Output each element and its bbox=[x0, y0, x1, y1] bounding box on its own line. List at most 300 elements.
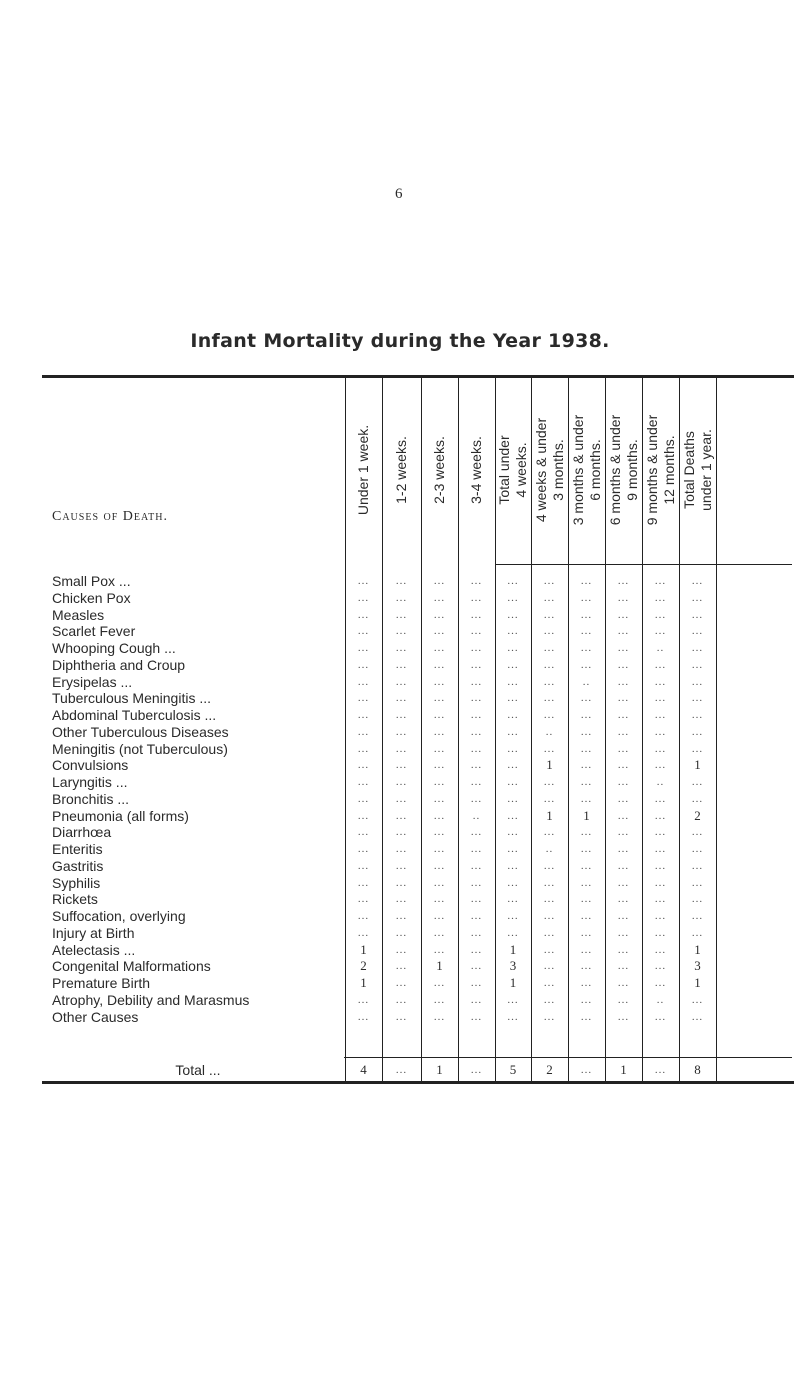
column-header-w4m3 bbox=[533, 385, 567, 555]
cell-t4w: 1 bbox=[509, 941, 517, 957]
cell-u1w: ... bbox=[357, 826, 370, 839]
cell-w12: ... bbox=[395, 843, 408, 855]
cell-w23: ... bbox=[433, 759, 446, 772]
column-header-line: 1-2 weeks. bbox=[393, 436, 409, 504]
cell-m6m9: ... bbox=[617, 843, 630, 855]
cell-t4w: 5 bbox=[509, 1062, 517, 1077]
cell-w12: ... bbox=[395, 993, 408, 1006]
table-row bbox=[52, 640, 792, 656]
column-header-line: 6 months & under bbox=[606, 414, 623, 526]
column-divider bbox=[345, 378, 346, 1081]
cell-tot: ... bbox=[691, 910, 704, 922]
column-header-line: 9 months. bbox=[623, 439, 640, 501]
cell-m6m9: ... bbox=[617, 759, 630, 772]
cell-w12: ... bbox=[395, 826, 408, 839]
table-row bbox=[52, 674, 792, 690]
column-header-m6m9 bbox=[607, 385, 641, 555]
cause-label: Meningitis (not Tuberculous) bbox=[52, 740, 228, 757]
cause-label: Injury at Birth bbox=[52, 924, 135, 941]
column-header-line: 9 months & under bbox=[643, 414, 660, 526]
cell-t4w: ... bbox=[507, 759, 519, 772]
cell-tot: ... bbox=[691, 575, 704, 587]
column-divider bbox=[495, 378, 496, 1081]
cause-label: Enteritis bbox=[52, 841, 103, 857]
cell-u1w: ... bbox=[357, 709, 370, 721]
cell-m9m12: ... bbox=[654, 826, 667, 839]
cell-m6m9: ... bbox=[617, 776, 630, 788]
cell-m9m12: ... bbox=[654, 575, 667, 587]
cell-u1w: ... bbox=[357, 843, 370, 855]
cell-w34: ... bbox=[470, 591, 483, 604]
cell-w23: ... bbox=[433, 993, 446, 1006]
cell-m3m6: ... bbox=[580, 759, 593, 772]
cell-w12: ... bbox=[395, 742, 408, 755]
column-header-line: 3 months. bbox=[549, 439, 566, 501]
cell-w34: ... bbox=[470, 742, 483, 755]
cell-tot: 1 bbox=[694, 941, 701, 957]
cell-w23: ... bbox=[433, 843, 446, 855]
cause-label: Abdominal Tuberculosis ... bbox=[52, 707, 217, 723]
cell-w4m3: ... bbox=[543, 893, 556, 906]
cell-m6m9: ... bbox=[617, 826, 630, 839]
cell-t4w: ... bbox=[507, 575, 519, 587]
cell-m9m12: ... bbox=[654, 1064, 667, 1076]
cell-m3m6: ... bbox=[580, 977, 593, 989]
cell-m3m6: ... bbox=[580, 859, 593, 872]
cell-w34: ... bbox=[470, 725, 483, 738]
cell-w12: ... bbox=[395, 658, 408, 671]
cell-w34: ... bbox=[470, 926, 483, 939]
table-row bbox=[52, 757, 792, 773]
cause-label: Erysipelas ... bbox=[52, 673, 133, 690]
cause-label: Pneumonia (all forms) bbox=[52, 807, 189, 824]
cell-u1w: ... bbox=[357, 792, 370, 805]
cell-t4w: ... bbox=[507, 993, 519, 1006]
cell-w12: ... bbox=[395, 893, 408, 906]
table-row bbox=[52, 590, 792, 606]
cell-w34: ... bbox=[470, 910, 483, 922]
cell-m6m9: ... bbox=[617, 859, 630, 872]
cause-label: Congenital Malformations bbox=[52, 958, 211, 975]
cell-w34: ... bbox=[470, 759, 483, 772]
cell-w4m3: ... bbox=[543, 910, 556, 922]
cause-label: Bronchitis ... bbox=[52, 790, 130, 807]
cell-t4w: ... bbox=[507, 1010, 519, 1023]
cell-w23: ... bbox=[433, 742, 446, 755]
cell-w4m3: ... bbox=[543, 1010, 556, 1023]
cell-t4w: ... bbox=[507, 742, 519, 755]
column-header-w34 bbox=[468, 385, 485, 555]
cell-m9m12: ... bbox=[654, 608, 667, 621]
table-row bbox=[52, 623, 792, 639]
cell-u1w: 4 bbox=[360, 1062, 367, 1077]
cell-u1w: ... bbox=[357, 692, 370, 705]
cell-w4m3: ... bbox=[543, 742, 556, 755]
column-header-tot bbox=[681, 385, 715, 555]
cell-m3m6: ... bbox=[580, 625, 593, 638]
column-divider bbox=[531, 378, 532, 1081]
table-row bbox=[52, 925, 792, 941]
cell-w23: 1 bbox=[436, 958, 443, 974]
column-header-t4w bbox=[496, 385, 530, 555]
column-header-m9m12 bbox=[644, 385, 678, 555]
cell-m9m12: ... bbox=[654, 859, 667, 872]
cell-m6m9: ... bbox=[617, 926, 630, 939]
cell-m3m6: ... bbox=[580, 876, 593, 889]
column-divider bbox=[679, 378, 680, 1081]
cell-u1w: 1 bbox=[360, 975, 367, 990]
cause-label: Convulsions bbox=[52, 757, 129, 774]
cell-m9m12: .. bbox=[656, 993, 665, 1006]
cell-m9m12: ... bbox=[654, 943, 667, 956]
column-header-line: under 1 year. bbox=[697, 429, 714, 511]
cell-w23: ... bbox=[433, 692, 446, 705]
cell-tot: ... bbox=[691, 826, 704, 839]
cell-t4w: ... bbox=[507, 709, 519, 721]
cell-tot: 8 bbox=[694, 1062, 701, 1077]
cell-u1w: 2 bbox=[360, 958, 367, 974]
cell-w34: ... bbox=[470, 709, 483, 721]
cell-w12: ... bbox=[395, 625, 408, 638]
cell-w12: ... bbox=[395, 876, 408, 889]
cause-label: Measles bbox=[52, 606, 105, 623]
cell-m3m6: ... bbox=[580, 608, 593, 621]
cell-w12: ... bbox=[395, 692, 408, 705]
table-row bbox=[52, 1009, 792, 1025]
cell-tot: ... bbox=[691, 776, 704, 788]
cell-w34: ... bbox=[470, 642, 483, 654]
column-header-line: 3 months & under bbox=[569, 414, 586, 526]
column-divider bbox=[458, 378, 459, 1081]
table-row bbox=[52, 741, 792, 757]
cell-m6m9: ... bbox=[617, 943, 630, 956]
cell-w23: 1 bbox=[436, 1062, 443, 1077]
cell-m6m9: ... bbox=[617, 608, 630, 621]
cell-tot: ... bbox=[691, 692, 704, 705]
cell-w23: ... bbox=[433, 826, 446, 839]
cell-w4m3: ... bbox=[543, 658, 556, 671]
cell-w12: ... bbox=[395, 709, 408, 721]
column-header-line: Total under bbox=[496, 435, 512, 505]
cell-w23: ... bbox=[433, 591, 446, 604]
cell-t4w: ... bbox=[507, 675, 519, 688]
cell-w12: ... bbox=[395, 608, 408, 621]
cell-m9m12: ... bbox=[654, 893, 667, 906]
cause-label: Other Tuberculous Diseases bbox=[52, 723, 229, 740]
cell-w23: ... bbox=[433, 943, 446, 956]
cell-m9m12: ... bbox=[654, 792, 667, 805]
total-row bbox=[52, 1062, 792, 1078]
cell-w4m3: ... bbox=[543, 642, 556, 654]
cell-tot: ... bbox=[691, 625, 704, 638]
cell-m6m9: ... bbox=[617, 658, 630, 671]
cell-m6m9: ... bbox=[617, 575, 630, 587]
cell-t4w: ... bbox=[507, 792, 519, 805]
column-header-line: 6 months. bbox=[586, 439, 603, 501]
cell-m3m6: 1 bbox=[583, 807, 590, 823]
cell-u1w: ... bbox=[357, 575, 370, 587]
cause-label: Premature Birth bbox=[52, 975, 151, 991]
cell-m6m9: ... bbox=[617, 876, 630, 889]
cell-m3m6: ... bbox=[580, 742, 593, 755]
cell-u1w: ... bbox=[357, 591, 370, 604]
column-header-line: Total Deaths bbox=[680, 431, 697, 509]
cause-label: Tuberculous Meningitis ... bbox=[52, 690, 211, 707]
page-title: Infant Mortality during the Year 1938. bbox=[190, 330, 610, 352]
column-header-line: 2-3 weeks. bbox=[431, 436, 447, 504]
cell-m9m12: ... bbox=[654, 876, 667, 889]
cell-m3m6: ... bbox=[580, 709, 593, 721]
cell-m6m9: 1 bbox=[620, 1062, 627, 1077]
cell-m3m6: ... bbox=[580, 575, 593, 587]
cell-w23: ... bbox=[433, 625, 446, 638]
cell-t4w: ... bbox=[507, 692, 519, 705]
cell-m6m9: ... bbox=[617, 742, 630, 755]
cell-m9m12: ... bbox=[654, 591, 667, 604]
cell-m9m12: ... bbox=[654, 926, 667, 939]
cell-t4w: ... bbox=[507, 658, 519, 671]
cell-m9m12: ... bbox=[654, 742, 667, 755]
table-row bbox=[52, 808, 792, 824]
cell-m9m12: ... bbox=[654, 809, 667, 822]
cell-w34: ... bbox=[470, 993, 483, 1006]
cell-w23: ... bbox=[433, 725, 446, 738]
cell-w4m3: ... bbox=[543, 960, 556, 973]
cell-w12: ... bbox=[395, 926, 408, 939]
cell-w34: ... bbox=[470, 608, 483, 621]
table-row bbox=[52, 841, 792, 857]
column-divider bbox=[605, 378, 606, 1081]
cell-w12: ... bbox=[395, 910, 408, 922]
cell-w12: ... bbox=[395, 859, 408, 872]
cell-tot: ... bbox=[691, 591, 704, 604]
table-row bbox=[52, 958, 792, 974]
cell-t4w: ... bbox=[507, 591, 519, 604]
cell-m9m12: ... bbox=[654, 910, 667, 922]
cell-w12: ... bbox=[395, 960, 408, 973]
column-header-w23 bbox=[431, 385, 448, 555]
cell-w4m3: 1 bbox=[546, 757, 553, 773]
cell-m3m6: ... bbox=[580, 826, 593, 839]
cell-u1w: ... bbox=[357, 910, 370, 922]
cell-m6m9: ... bbox=[617, 1010, 630, 1023]
cell-m6m9: ... bbox=[617, 692, 630, 705]
cell-w4m3: ... bbox=[543, 859, 556, 872]
cell-m6m9: ... bbox=[617, 591, 630, 604]
cell-tot: ... bbox=[691, 993, 704, 1006]
cell-tot: ... bbox=[691, 742, 704, 755]
cell-w4m3: ... bbox=[543, 776, 556, 788]
cell-m9m12: .. bbox=[656, 642, 665, 654]
column-header-line: 3-4 weeks. bbox=[468, 436, 484, 504]
cell-t4w: ... bbox=[507, 826, 519, 839]
cell-m3m6: ... bbox=[580, 943, 593, 956]
cell-w4m3: ... bbox=[543, 625, 556, 638]
cell-w23: ... bbox=[433, 658, 446, 671]
top-rule bbox=[42, 375, 794, 378]
cell-w34: ... bbox=[470, 943, 483, 956]
cell-w12: ... bbox=[395, 642, 408, 654]
cell-w34: ... bbox=[470, 1064, 483, 1076]
cell-w23: ... bbox=[433, 893, 446, 906]
cell-t4w: 3 bbox=[509, 958, 517, 974]
cell-w23: ... bbox=[433, 608, 446, 621]
cell-u1w: ... bbox=[357, 675, 370, 688]
cell-tot: ... bbox=[691, 843, 704, 855]
cell-u1w: ... bbox=[357, 859, 370, 872]
cell-tot: ... bbox=[691, 642, 704, 654]
cell-w12: ... bbox=[395, 792, 408, 805]
cause-label: Laryngitis ... bbox=[52, 774, 128, 790]
cell-w12: ... bbox=[395, 943, 408, 956]
cell-w12: ... bbox=[395, 809, 408, 822]
table-row bbox=[52, 875, 792, 891]
cell-w4m3: ... bbox=[543, 977, 556, 989]
cell-w23: ... bbox=[433, 776, 446, 788]
column-divider bbox=[642, 378, 643, 1081]
cell-u1w: ... bbox=[357, 625, 370, 638]
cell-u1w: ... bbox=[357, 608, 370, 621]
table-row bbox=[52, 707, 792, 723]
cell-w4m3: ... bbox=[543, 993, 556, 1006]
cell-t4w: ... bbox=[507, 809, 519, 822]
cell-w12: ... bbox=[395, 725, 408, 738]
cell-m3m6: ... bbox=[580, 993, 593, 1006]
cell-w4m3: ... bbox=[543, 608, 556, 621]
cell-w34: ... bbox=[470, 826, 483, 839]
cell-m9m12: ... bbox=[654, 692, 667, 705]
column-divider bbox=[716, 378, 717, 1081]
cell-w34: ... bbox=[470, 876, 483, 889]
cell-w4m3: ... bbox=[543, 709, 556, 721]
cell-w4m3: ... bbox=[543, 926, 556, 939]
cell-m6m9: ... bbox=[617, 809, 630, 822]
cell-m9m12: ... bbox=[654, 725, 667, 738]
cell-tot: 1 bbox=[694, 975, 701, 990]
cause-label: Gastritis bbox=[52, 857, 104, 874]
cell-w12: ... bbox=[395, 1064, 408, 1076]
cell-w23: ... bbox=[433, 575, 446, 587]
cell-w23: ... bbox=[433, 910, 446, 922]
cell-m6m9: ... bbox=[617, 675, 630, 688]
table-row bbox=[52, 975, 792, 991]
cell-tot: ... bbox=[691, 876, 704, 889]
cell-u1w: ... bbox=[357, 993, 370, 1006]
cell-w34: ... bbox=[470, 658, 483, 671]
column-header-m3m6 bbox=[570, 385, 604, 555]
cell-w4m3: ... bbox=[543, 692, 556, 705]
cell-u1w: ... bbox=[357, 926, 370, 939]
header-rule bbox=[496, 564, 792, 565]
cause-label: Diphtheria and Croup bbox=[52, 656, 186, 673]
cell-u1w: ... bbox=[357, 893, 370, 906]
cell-u1w: ... bbox=[357, 876, 370, 889]
cell-m9m12: ... bbox=[654, 1010, 667, 1023]
cell-m6m9: ... bbox=[617, 910, 630, 922]
cell-m6m9: ... bbox=[617, 993, 630, 1006]
cell-m6m9: ... bbox=[617, 893, 630, 906]
cell-m3m6: ... bbox=[580, 792, 593, 805]
cell-m6m9: ... bbox=[617, 725, 630, 738]
cell-tot: ... bbox=[691, 893, 704, 906]
cell-tot: 2 bbox=[694, 807, 701, 823]
cell-m3m6: ... bbox=[580, 725, 593, 738]
cell-w4m3: .. bbox=[545, 843, 554, 855]
column-header-w12 bbox=[393, 385, 410, 555]
cell-w34: ... bbox=[470, 859, 483, 872]
cell-tot: ... bbox=[691, 792, 704, 805]
cell-m6m9: ... bbox=[617, 960, 630, 973]
cell-t4w: 1 bbox=[509, 975, 517, 990]
cause-label: Diarrhœa bbox=[52, 824, 112, 841]
cell-tot: ... bbox=[691, 725, 704, 738]
cell-tot: ... bbox=[691, 1010, 704, 1023]
cell-m6m9: ... bbox=[617, 642, 630, 654]
cause-label: Chicken Pox bbox=[52, 589, 131, 606]
cell-m3m6: ... bbox=[580, 591, 593, 604]
page-number: 6 bbox=[395, 186, 403, 202]
cell-m3m6: ... bbox=[580, 893, 593, 906]
cell-m6m9: ... bbox=[617, 625, 630, 638]
table-row bbox=[52, 791, 792, 807]
cell-t4w: ... bbox=[507, 776, 519, 788]
cell-w12: ... bbox=[395, 759, 408, 772]
cell-m3m6: ... bbox=[580, 658, 593, 671]
cell-t4w: ... bbox=[507, 725, 519, 738]
cell-m3m6: ... bbox=[580, 910, 593, 922]
table-row bbox=[52, 774, 792, 790]
cell-t4w: ... bbox=[507, 859, 519, 872]
cell-tot: ... bbox=[691, 658, 704, 671]
cell-tot: ... bbox=[691, 859, 704, 872]
cell-m9m12: ... bbox=[654, 675, 667, 688]
cell-t4w: ... bbox=[507, 876, 519, 889]
cell-w23: ... bbox=[433, 709, 446, 721]
cell-m9m12: ... bbox=[654, 709, 667, 721]
cell-tot: ... bbox=[691, 926, 704, 939]
cell-w23: ... bbox=[433, 926, 446, 939]
cell-m3m6: .. bbox=[582, 675, 591, 688]
cell-t4w: ... bbox=[507, 642, 519, 654]
cell-m3m6: ... bbox=[580, 642, 593, 654]
cell-u1w: ... bbox=[357, 809, 370, 822]
cell-m9m12: ... bbox=[654, 960, 667, 973]
cell-t4w: ... bbox=[507, 625, 519, 638]
cell-u1w: ... bbox=[357, 759, 370, 772]
bottom-rule bbox=[42, 1081, 794, 1084]
cell-w23: ... bbox=[433, 809, 446, 822]
cell-w4m3: .. bbox=[545, 725, 554, 738]
cell-t4w: ... bbox=[507, 926, 519, 939]
cell-w34: ... bbox=[470, 692, 483, 705]
cell-m9m12: ... bbox=[654, 977, 667, 989]
cell-w4m3: 1 bbox=[546, 807, 553, 823]
cell-w12: ... bbox=[395, 591, 408, 604]
cell-w4m3: 2 bbox=[546, 1062, 553, 1077]
cell-u1w: ... bbox=[357, 1010, 370, 1023]
cell-u1w: ... bbox=[357, 742, 370, 755]
cell-w34: ... bbox=[470, 792, 483, 805]
cell-w34: .. bbox=[472, 809, 481, 822]
cell-m9m12: ... bbox=[654, 759, 667, 772]
table-row bbox=[52, 908, 792, 924]
cause-label: Suffocation, overlying bbox=[52, 908, 186, 924]
cell-u1w: ... bbox=[357, 725, 370, 738]
cell-w34: ... bbox=[470, 977, 483, 989]
cell-m6m9: ... bbox=[617, 977, 630, 989]
column-divider bbox=[568, 378, 569, 1081]
cell-w34: ... bbox=[470, 1010, 483, 1023]
